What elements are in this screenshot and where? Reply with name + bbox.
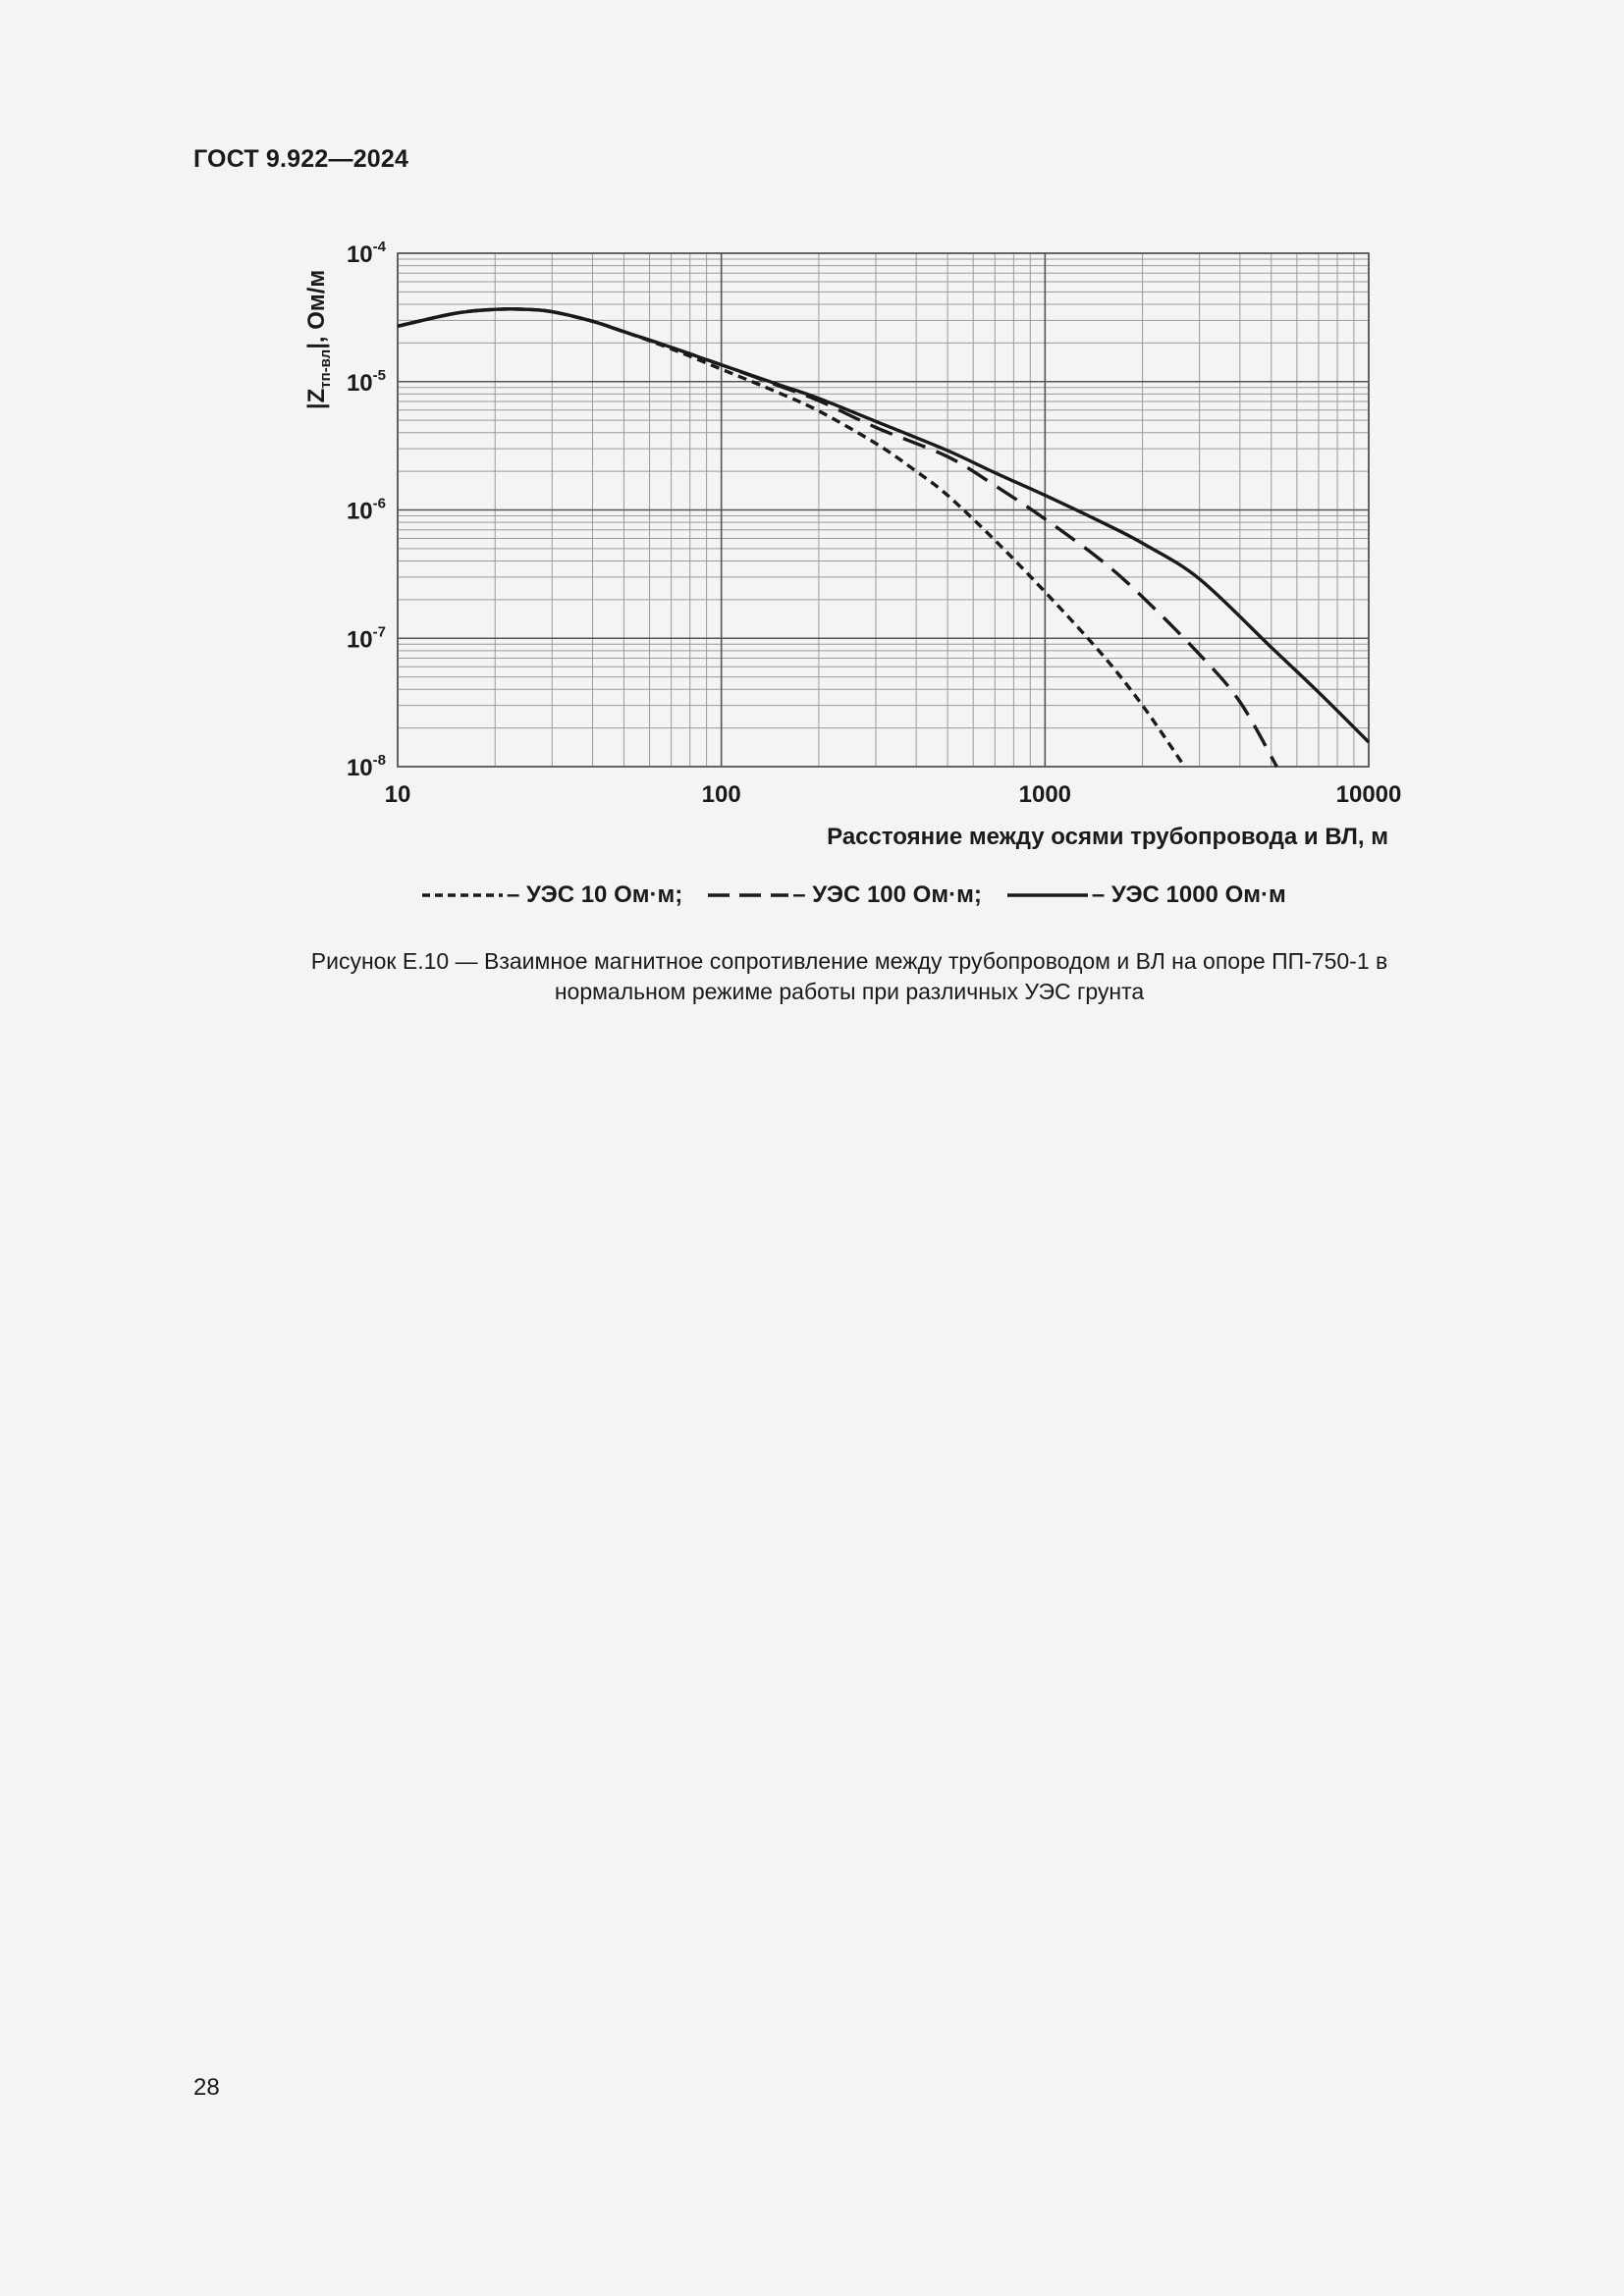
legend-item-rho-10 xyxy=(420,881,682,909)
y-axis-label-suffix: |, Ом/м xyxy=(303,269,330,349)
legend-label: – УЭС 10 Ом·м; xyxy=(507,881,683,908)
figure-caption xyxy=(187,946,1512,1007)
x-tick-label: 1000 xyxy=(1018,781,1072,808)
y-tick-base: 10 xyxy=(346,241,373,268)
caption-line: Рисунок Е.10 — Взаимное магнитное сопротивление между трубопроводом и ВЛ на опоре ПП-750-1 в xyxy=(310,948,1388,974)
page-number: 28 xyxy=(193,2074,220,2101)
y-tick-label xyxy=(347,623,386,653)
y-axis-label-prefix: |Z xyxy=(303,388,330,410)
y-tick-base: 10 xyxy=(346,498,373,525)
x-tick-label: 10000 xyxy=(1335,781,1402,808)
legend-swatch-short-dash xyxy=(420,889,503,901)
y-axis-label xyxy=(303,270,334,409)
chart-legend xyxy=(420,881,1286,909)
y-tick-base: 10 xyxy=(346,626,373,654)
y-tick-label xyxy=(347,752,386,781)
legend-swatch-solid xyxy=(1005,889,1088,901)
legend-item-rho-100 xyxy=(706,881,982,909)
legend-item-rho-1000 xyxy=(1005,881,1286,909)
legend-label: – УЭС 100 Ом·м; xyxy=(792,881,982,908)
document-header: ГОСТ 9.922—2024 xyxy=(193,145,409,173)
y-tick-exponent: -5 xyxy=(372,366,386,384)
x-tick-label: 100 xyxy=(701,781,741,808)
caption-line: нормальном режиме работы при различных УЭС грунта xyxy=(554,979,1145,1004)
y-tick-label xyxy=(347,239,387,268)
y-tick-exponent: -6 xyxy=(372,495,386,512)
legend-label: – УЭС 1000 Ом·м xyxy=(1091,881,1286,908)
x-axis-label: Расстояние между осями трубопровода и ВЛ, м xyxy=(827,824,1388,850)
chart xyxy=(0,0,1624,982)
y-tick-label xyxy=(347,367,386,397)
y-tick-exponent: -8 xyxy=(372,752,386,769)
y-tick-label xyxy=(347,496,386,525)
x-tick-label: 10 xyxy=(384,781,411,808)
y-axis-label-subscript: тп-вл xyxy=(317,348,334,389)
y-tick-base: 10 xyxy=(346,755,373,781)
y-tick-exponent: -7 xyxy=(372,623,386,641)
y-tick-base: 10 xyxy=(346,369,373,397)
y-tick-exponent: -4 xyxy=(372,239,386,255)
legend-swatch-long-dash xyxy=(706,889,788,901)
